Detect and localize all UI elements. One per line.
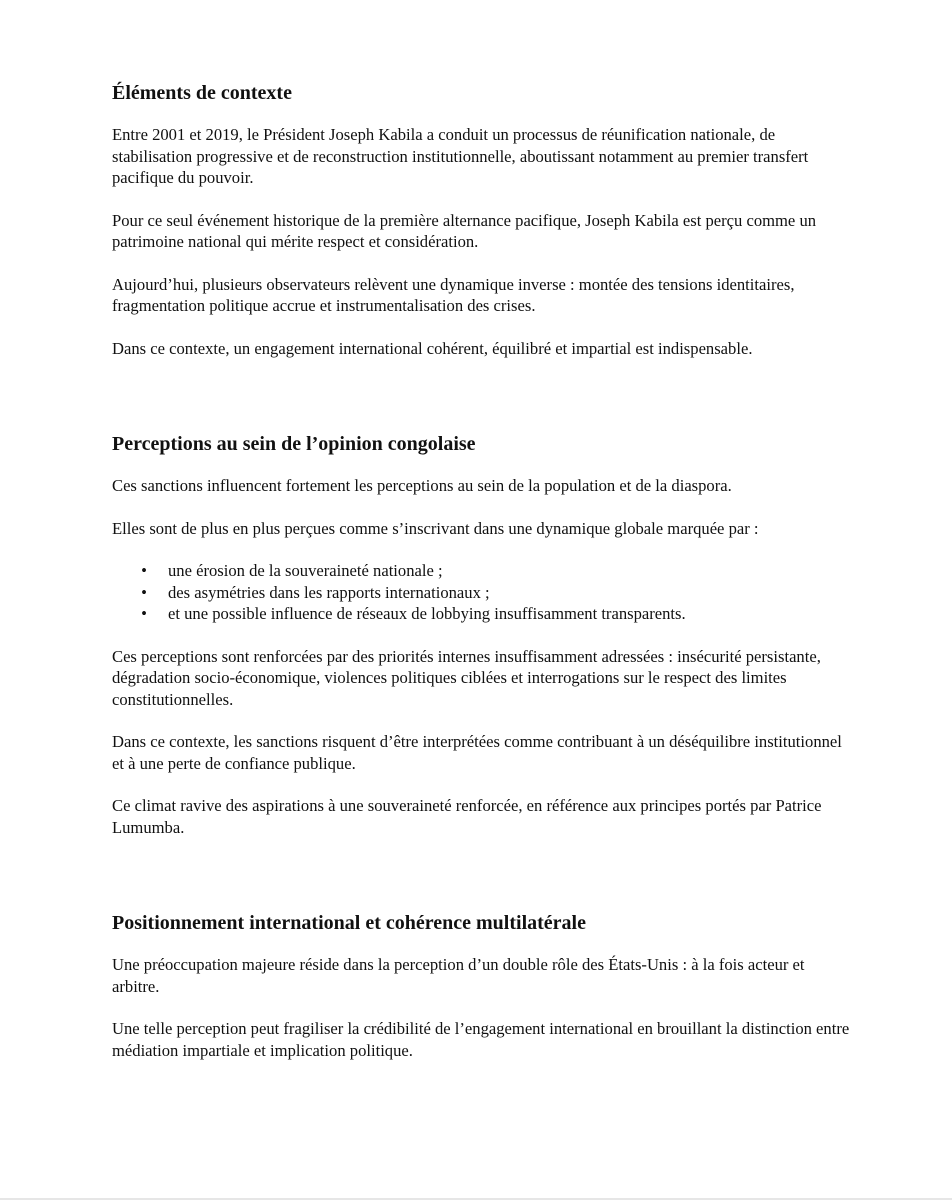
section-context — [112, 80, 852, 359]
paragraph: Ces sanctions influencent fortement les perceptions au sein de la population et de la diaspora. — [112, 476, 732, 495]
paragraph: Une telle perception peut fragiliser la crédibilité de l’engagement international en brouillant la distinction entre médiation impartiale et implication politique. — [112, 1019, 850, 1060]
paragraph: Dans ce contexte, un engagement international cohérent, équilibré et impartial est indispensable. — [112, 338, 753, 358]
paragraph: Dans ce contexte, les sanctions risquent d’être interprétées comme contribuant à un déséquilibre institutionnel et à une perte de confiance publique. — [112, 732, 842, 773]
bullet-list — [112, 560, 852, 625]
list-item-text: une érosion de la souveraineté nationale ; — [168, 561, 443, 580]
section-heading: Perceptions au sein de l’opinion congolaise — [112, 433, 476, 455]
document-body — [112, 80, 852, 1082]
paragraph: Ces perceptions sont renforcées par des priorités internes insuffisamment adressées : insécurité persistante, dégradation socio-économique, violences politiques ciblées et interrogations sur le respect des limites constitutionnelles. — [112, 646, 821, 709]
section-heading: Positionnement international et cohérence multilatérale — [112, 912, 586, 934]
section-perceptions — [112, 431, 852, 838]
paragraph: Entre 2001 et 2019, le Président Joseph Kabila a conduit un processus de réunification nationale, de stabilisation progressive et de reconstruction institutionnelle, aboutissant notamment au premier transfert pacifique du pouvoir. — [112, 125, 809, 187]
bullet-icon: • — [141, 561, 147, 580]
paragraph: Pour ce seul événement historique de la première alternance pacifique, Joseph Kabila est perçu comme un patrimoine national qui mérite respect et considération. — [112, 210, 817, 251]
paragraph: Une préoccupation majeure réside dans la perception d’un double rôle des États-Unis : à la fois acteur et arbitre. — [112, 955, 805, 996]
list-item — [112, 582, 852, 604]
paragraph: Elles sont de plus en plus perçues comme s’inscrivant dans une dynamique globale marquée par : — [112, 518, 759, 538]
list-item-text: des asymétries dans les rapports internationaux ; — [168, 582, 490, 602]
section-heading: Éléments de contexte — [112, 82, 292, 104]
section-international — [112, 910, 852, 1061]
bullet-icon: • — [141, 582, 147, 602]
list-item-text: et une possible influence de réseaux de lobbying insuffisamment transparents. — [168, 604, 686, 623]
list-item — [112, 560, 852, 582]
paragraph: Aujourd’hui, plusieurs observateurs relèvent une dynamique inverse : montée des tensions identitaires, fragmentation politique accrue et instrumentalisation des crises. — [112, 274, 795, 315]
paragraph: Ce climat ravive des aspirations à une souveraineté renforcée, en référence aux principes portés par Patrice Lumumba. — [112, 796, 822, 837]
list-item — [112, 603, 852, 625]
bullet-icon: • — [141, 604, 147, 623]
